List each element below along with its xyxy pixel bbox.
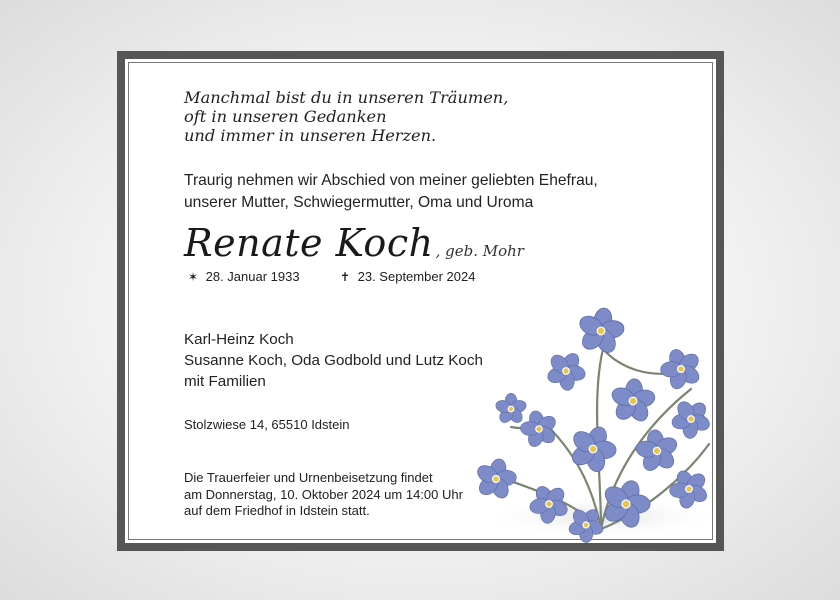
mourner-line: Karl-Heinz Koch <box>184 331 294 348</box>
memorial-poem <box>184 88 508 145</box>
ceremony-info <box>184 470 463 520</box>
farewell-line: unserer Mutter, Schwiegermutter, Oma und Uroma <box>184 194 534 211</box>
mourners-list <box>184 329 483 392</box>
farewell-statement <box>184 170 598 214</box>
cross-icon: ✝ <box>340 270 351 284</box>
deceased-name-row <box>184 221 524 265</box>
farewell-line: Traurig nehmen wir Abschied von meiner geliebten Ehefrau, <box>184 172 598 189</box>
poem-line: Manchmal bist du in unseren Träumen, <box>184 88 509 107</box>
ceremony-line: am Donnerstag, 10. Oktober 2024 um 14:00 Uhr <box>184 486 463 502</box>
poem-line: oft in unseren Gedanken <box>184 107 387 126</box>
deceased-name: Renate Koch <box>184 221 434 265</box>
death-date: 23. September 2024 <box>357 269 476 284</box>
birth-date-row <box>188 269 300 284</box>
obituary-frame <box>117 51 724 551</box>
poem-line: und immer in unseren Herzen. <box>184 126 437 145</box>
birth-date: 28. Januar 1933 <box>205 269 300 284</box>
obituary-notice <box>125 59 716 543</box>
mourner-line: Susanne Koch, Oda Godbold und Lutz Koch <box>184 352 483 369</box>
forget-me-not-flowers-image <box>451 279 716 543</box>
mourner-line: mit Familien <box>184 373 266 390</box>
ceremony-line: auf dem Friedhof in Idstein statt. <box>184 503 370 518</box>
maiden-name: , geb. Mohr <box>435 242 524 260</box>
star-icon: ✶ <box>188 270 199 284</box>
ceremony-line: Die Trauerfeier und Urnenbeisetzung findet <box>184 470 433 485</box>
mourning-address: Stolzwiese 14, 65510 Idstein <box>184 417 350 432</box>
